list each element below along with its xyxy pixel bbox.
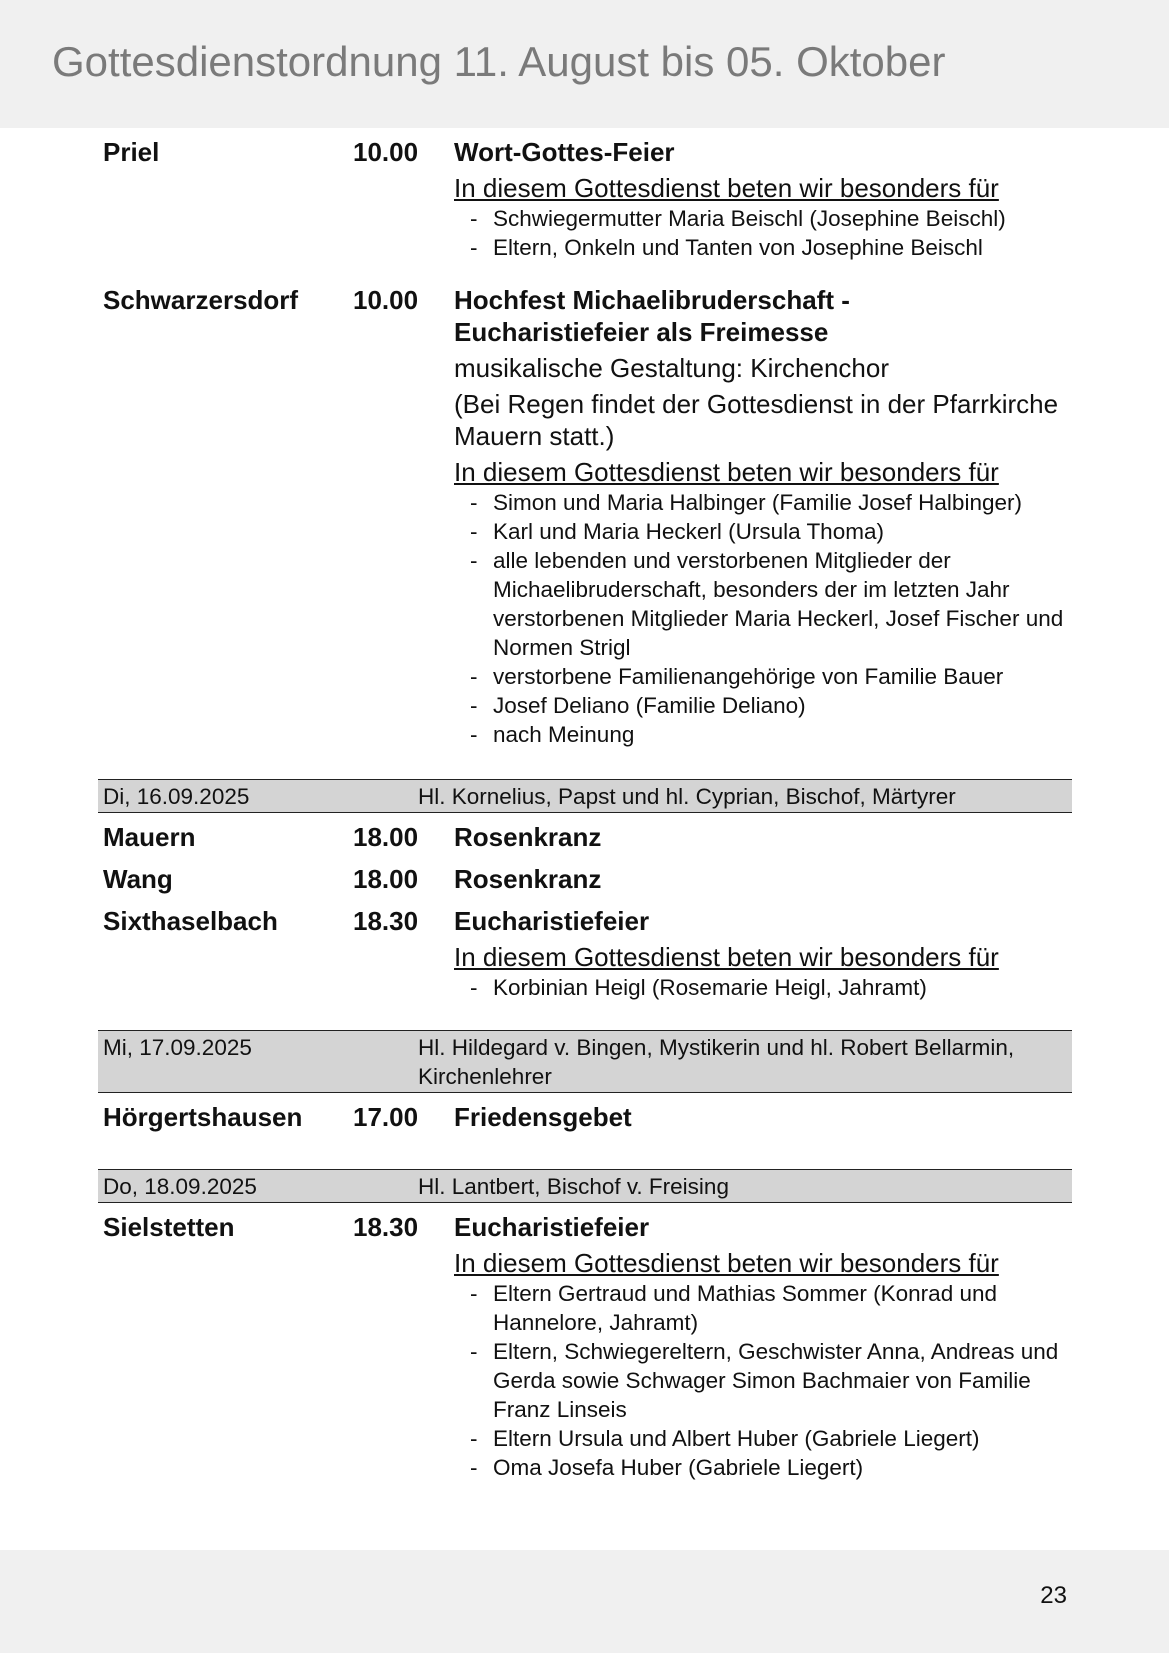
service-place: Priel [103,137,160,167]
intention-item: - Karl und Maria Heckerl (Ursula Thoma) [454,517,1072,546]
service-details [454,284,1072,749]
intention-item: - nach Meinung [454,720,1072,749]
day-date: Di, 16.09.2025 [103,784,250,809]
service-entry [98,1101,1072,1133]
intention-item: - Josef Deliano (Familie Deliano) [454,691,1072,720]
prayer-heading: In diesem Gottesdienst beten wir besonders für [454,173,999,203]
schedule-content [98,128,1072,1482]
service-entry [98,284,1072,749]
intention-list [454,488,1072,749]
service-time: 10.00 [353,285,419,315]
service-details [454,1101,1072,1133]
service-time: 18.00 [353,822,419,852]
prayer-heading: In diesem Gottesdienst beten wir besonders für [454,1248,999,1278]
intention-item: - Korbinian Heigl (Rosemarie Heigl, Jahramt) [454,973,1072,1002]
intention-item: - Eltern Gertraud und Mathias Sommer (Konrad und Hannelore, Jahramt) [454,1279,1072,1337]
service-title: Hochfest Michaelibruderschaft - [454,285,850,315]
service-title: Eucharistiefeier [454,1212,650,1242]
day-header-row [98,1169,1072,1203]
service-day-section [98,779,1072,1002]
service-entry [98,821,1072,853]
day-header-row [98,779,1072,813]
service-place: Sixthaselbach [103,906,278,936]
service-place: Hörgertshausen [103,1102,303,1132]
service-details [454,821,1072,853]
intention-item: - Eltern, Onkeln und Tanten von Josephine Beischl [454,233,1072,262]
service-entry [98,1211,1072,1482]
service-title: Eucharistiefeier als Freimesse [454,317,829,347]
service-place: Wang [103,864,173,894]
page-number: 23 [1040,1582,1067,1609]
service-note: musikalische Gestaltung: Kirchenchor [454,353,889,383]
day-saint: Hl. Hildegard v. Bingen, Mystikerin und hl. Robert Bellarmin, Kirchenlehrer [418,1035,1015,1089]
service-details [454,905,1072,1002]
page-header [0,0,1169,128]
intention-item: - Eltern, Schwiegereltern, Geschwister Anna, Andreas und Gerda sowie Schwager Simon Bachmaier von Familie Franz Linseis [454,1337,1072,1424]
service-note: (Bei Regen findet der Gottesdienst in der Pfarrkirche Mauern statt.) [454,389,1059,451]
page-title: Gottesdienstordnung 11. August bis 05. Oktober [52,38,946,85]
service-title: Wort-Gottes-Feier [454,137,675,167]
day-date: Mi, 17.09.2025 [103,1035,252,1060]
intention-item: - Oma Josefa Huber (Gabriele Liegert) [454,1453,1072,1482]
service-details [454,863,1072,895]
service-details [454,136,1072,262]
service-entry [98,136,1072,262]
service-time: 18.30 [353,906,419,936]
service-place: Mauern [103,822,196,852]
page-footer [0,1550,1169,1653]
service-title: Rosenkranz [454,864,602,894]
service-time: 17.00 [353,1102,419,1132]
intention-list [454,204,1072,262]
service-title: Friedensgebet [454,1102,632,1132]
service-place: Sielstetten [103,1212,235,1242]
service-day-section [98,1030,1072,1133]
service-title: Rosenkranz [454,822,602,852]
day-date: Do, 18.09.2025 [103,1174,257,1199]
prayer-heading: In diesem Gottesdienst beten wir besonders für [454,457,999,487]
day-saint: Hl. Lantbert, Bischof v. Freising [418,1174,729,1199]
day-saint: Hl. Kornelius, Papst und hl. Cyprian, Bischof, Märtyrer [418,784,956,809]
intention-item: - Schwiegermutter Maria Beischl (Josephine Beischl) [454,204,1072,233]
service-place: Schwarzersdorf [103,285,299,315]
service-day-section [98,136,1072,749]
intention-item: - Simon und Maria Halbinger (Familie Josef Halbinger) [454,488,1072,517]
intention-item: - Eltern Ursula und Albert Huber (Gabriele Liegert) [454,1424,1072,1453]
service-entry [98,905,1072,1002]
service-time: 18.00 [353,864,419,894]
service-day-section [98,1169,1072,1482]
service-time: 18.30 [353,1212,419,1242]
day-header-row [98,1030,1072,1093]
service-details [454,1211,1072,1482]
intention-item: - alle lebenden und verstorbenen Mitglieder der Michaelibruderschaft, besonders der im letzten Jahr verstorbenen Mitglieder Maria Heckerl, Josef Fischer und Normen Strigl [454,546,1072,662]
intention-list [454,1279,1072,1482]
prayer-heading: In diesem Gottesdienst beten wir besonders für [454,942,999,972]
service-title: Eucharistiefeier [454,906,650,936]
intention-item: - verstorbene Familienangehörige von Familie Bauer [454,662,1072,691]
service-entry [98,863,1072,895]
service-time: 10.00 [353,137,419,167]
intention-list [454,973,1072,1002]
